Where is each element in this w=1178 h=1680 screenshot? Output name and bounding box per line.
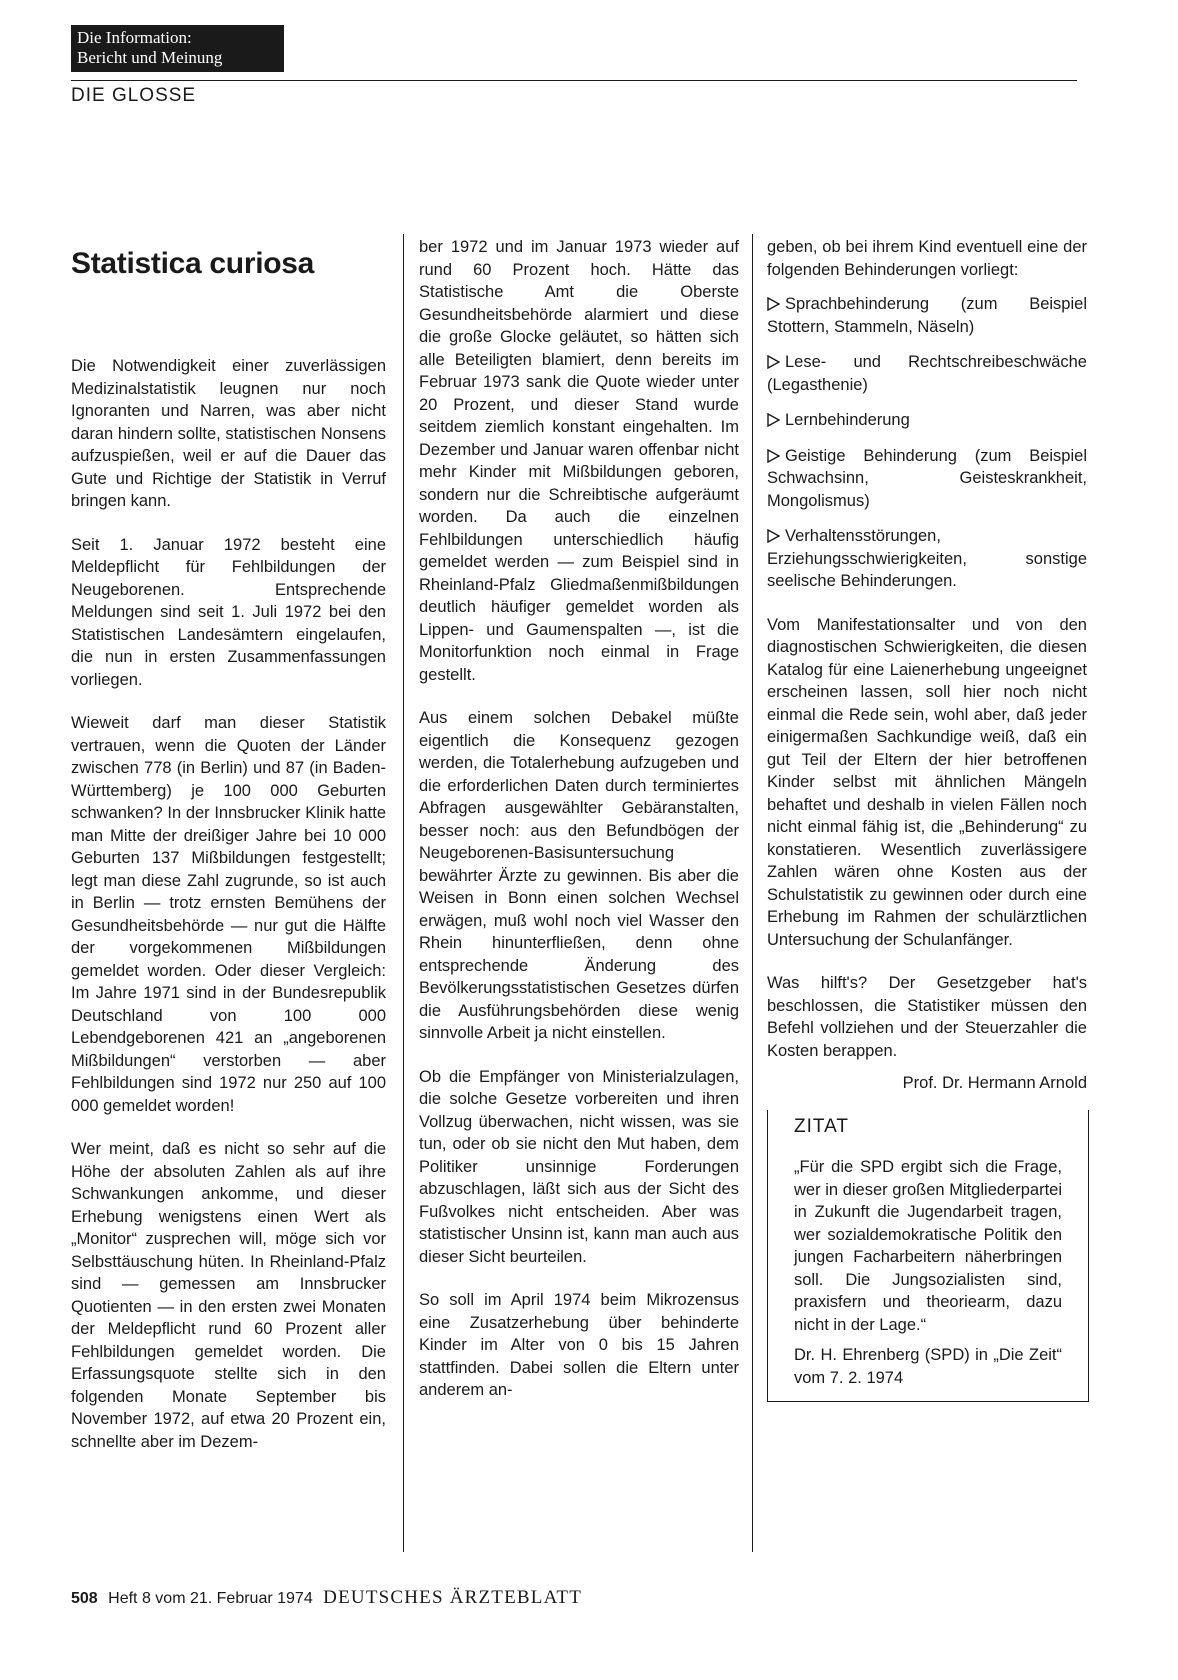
paragraph: geben, ob bei ihrem Kind eventuell eine der folgenden Behinderungen vorliegt: — [767, 238, 1087, 279]
list-item — [767, 351, 1087, 396]
list-item — [767, 445, 1087, 513]
triangle-right-icon — [767, 525, 785, 548]
column-3 — [767, 236, 1087, 1402]
list-item-text: Geistige Behinderung (zum Beispiel Schwachsinn, Geisteskrankheit, Mongolismus) — [767, 446, 1087, 510]
triangle-right-icon — [767, 351, 785, 374]
list-item-text: Lese- und Rechtschreibeschwäche (Legasthenie) — [767, 353, 1087, 394]
list-item-text: Lernbehinderung — [785, 411, 910, 429]
paragraph: Wer meint, daß es nicht so sehr auf die Höhe der absoluten Zahlen als auf ihre Schwankungen ankomme, und dieser Erhebung wenigstens einen Wert als „Monitor“ zusprechen will, möge sich vor Selbsttäuschung hüten. In Rheinland-Pfalz sind — gemessen am Innsbrucker Quotienten — in den ersten zwei Monaten der Meldepflicht rund 60 Prozent aller Fehlbildungen gemeldet worden. Die Erfassungsquote stellte sich in den folgenden Monate September bis November 1972, auf etwa 20 Prozent ein, schnellte aber im Dezem- — [71, 1140, 386, 1451]
section-badge — [71, 25, 284, 72]
list-item — [767, 293, 1087, 338]
paragraph: Die Notwendigkeit einer zuverlässigen Medizinalstatistik leugnen nur noch Ignoranten und Narren, was aber nicht daran hindern sollte, statistischen Nonsens aufzuspießen, weil er auf die Dauer das Gute und Richtige der Statistik in Verruf bringen kann. — [71, 357, 386, 510]
paragraph: Wieweit darf man dieser Statistik vertrauen, wenn die Quoten der Länder zwischen 778 (in Berlin) und 87 (in Baden-Württemberg) je 100 000 Geburten schwanken? In der Innsbrucker Klinik hatte man Mitte der dreißiger Jahre bei 10 000 Geburten 137 Mißbildungen festgestellt; legt man diese Zahl zugrunde, so ist auch in Berlin — trotz ernsten Bemühens der Gesundheitsbehörde — nur gut die Hälfte der vorgekommenen Mißbildungen gemeldet worden. Oder dieser Vergleich: Im Jahre 1971 sind in der Bundesrepublik Deutschland von 100 000 Lebendgeborenen 421 an „angeborenen Mißbildungen“ verstorben — aber Fehlbildungen sind 1972 nur 250 auf 100 000 gemeldet worden! — [71, 714, 386, 1115]
section-label: DIE GLOSSE — [71, 85, 197, 106]
quote-box — [767, 1110, 1089, 1402]
author-line: Prof. Dr. Hermann Arnold — [902, 1074, 1087, 1092]
paragraph: So soll im April 1974 beim Mikrozensus eine Zusatzerhebung über behinderte Kinder im Alter von 0 bis 15 Jahren stattfinden. Dabei sollen die Eltern unter anderem an- — [419, 1291, 739, 1399]
page-footer — [71, 1588, 582, 1609]
issue-info: Heft 8 vom 21. Februar 1974 — [108, 1590, 313, 1607]
badge-line-2: Bericht und Meinung — [77, 48, 223, 67]
quote-title: ZITAT — [794, 1116, 849, 1137]
paragraph: Aus einem solchen Debakel müßte eigentlich die Konsequenz gezogen werden, die Totalerhebung aufzugeben und die erforderlichen Daten durch terminiertes Abfragen ausgewählter Gebäranstalten, besser noch: aus den Befundbögen der Neugeborenen-Basisuntersuchung bewährter Ärzte zu gewinnen. Bis aber die Weisen in Bonn einen solchen Wechsel erwägen, muß wohl noch viel Wasser den Rhein hinunterfließen, denn ohne entsprechende Änderung des Bevölkerungsstatistischen Gesetzes dürfen die Ausführungsbehörden diese wenig sinnvolle Arbeit ja nicht einstellen. — [419, 709, 739, 1042]
list-item-text: Sprachbehinderung (zum Beispiel Stottern, Stammeln, Näseln) — [767, 295, 1087, 336]
page-number: 508 — [71, 1590, 98, 1607]
quote-text: „Für die SPD ergibt sich die Frage, wer in dieser großen Mitgliederpartei in Zukunft die Jugendarbeit tragen, wer sozialdemokratische Politik den jungen Facharbeitern näherbringen soll. Die Jungsozialisten sind, praxisfern und theoriearm, dazu nicht in der Lage.“ — [794, 1158, 1062, 1334]
column-divider-2 — [752, 234, 753, 1552]
article-title: Statistica curiosa — [71, 247, 315, 280]
badge-line-1: Die Information: — [77, 28, 192, 47]
paragraph: Ob die Empfänger von Ministerialzulagen, die solche Gesetze vorbereiten und ihren Vollzug überwachen, nicht wissen, was sie tun, oder ob sie nicht den Mut haben, dem Politiker unsinnige Forderungen abzuschlagen, läßt sich aus der Sicht des Fußvolkes nicht entscheiden. Aber was statistischer Unsinn ist, kann man auch aus dieser Sicht beurteilen. — [419, 1067, 739, 1266]
column-1 — [71, 236, 386, 1474]
list-item — [767, 525, 1087, 593]
magazine-name: DEUTSCHES ÄRZTEBLATT — [323, 1587, 583, 1608]
paragraph: ber 1972 und im Januar 1973 wieder auf rund 60 Prozent hoch. Hätte das Statistische Amt die Oberste Gesundheitsbehörde alarmiert und diese die große Glocke geläutet, so hätten sich alle Beteiligten blamiert, denn bereits im Februar 1973 sank die Quote wieder unter 20 Prozent, und dieser Stand wurde seitdem ziemlich konstant eingehalten. Im Dezember und Januar waren offenbar nicht mehr Kinder mit Mißbildungen geboren, sondern nur die Schreibtische aufgeräumt worden. Da auch die einzelnen Fehlbildungen unterschiedlich häufig gemeldet werden — zum Beispiel sind in Rheinland-Pfalz Gliedmaßenmißbildungen deutlich häufiger gemeldet worden als Lippen- und Gaumenspalten —, ist die Monitorfunktion noch einmal in Frage gestellt. — [419, 238, 739, 684]
header-rule — [71, 80, 1077, 81]
quote-source: Dr. H. Ehrenberg (SPD) in „Die Zeit“ vom 7. 2. 1974 — [794, 1346, 1062, 1387]
paragraph: Was hilft's? Der Gesetzgeber hat's beschlossen, die Statistiker müssen den Befehl vollziehen und der Steuerzahler die Kosten berappen. — [767, 974, 1087, 1060]
paragraph: Vom Manifestationsalter und von den diagnostischen Schwierigkeiten, die diesen Katalog für eine Laienerhebung ungeeignet erscheinen lassen, soll hier noch nicht einmal die Rede sein, wohl aber, daß jeder einigermaßen Sachkundige weiß, daß ein gut Teil der Eltern der hier betroffenen Kinder selbst mit ähnlichen Mängeln behaftet und deshalb in vielen Fällen noch nicht einmal fähig ist, die „Behinderung“ zu konstatieren. Wesentlich zuverlässigere Zahlen wären ohne Kosten aus der Schulstatistik zu gewinnen oder durch eine Erhebung im Rahmen der schulärztlichen Untersuchung der Schulanfänger. — [767, 615, 1087, 949]
list-item-text: Verhaltensstörungen, Erziehungsschwierigkeiten, sonstige seelische Behinderungen. — [767, 527, 1087, 590]
triangle-right-icon — [767, 445, 785, 468]
triangle-right-icon — [767, 409, 785, 432]
list-item — [767, 409, 1087, 432]
column-2 — [419, 236, 739, 1423]
paragraph: Seit 1. Januar 1972 besteht eine Meldepflicht für Fehlbildungen der Neugeborenen. Entsprechende Meldungen sind seit 1. Juli 1972 bei den Statistischen Landesämtern eingelaufen, die nun in ersten Zusammenfassungen vorliegen. — [71, 535, 386, 689]
column-divider-1 — [403, 234, 404, 1552]
triangle-right-icon — [767, 293, 785, 316]
